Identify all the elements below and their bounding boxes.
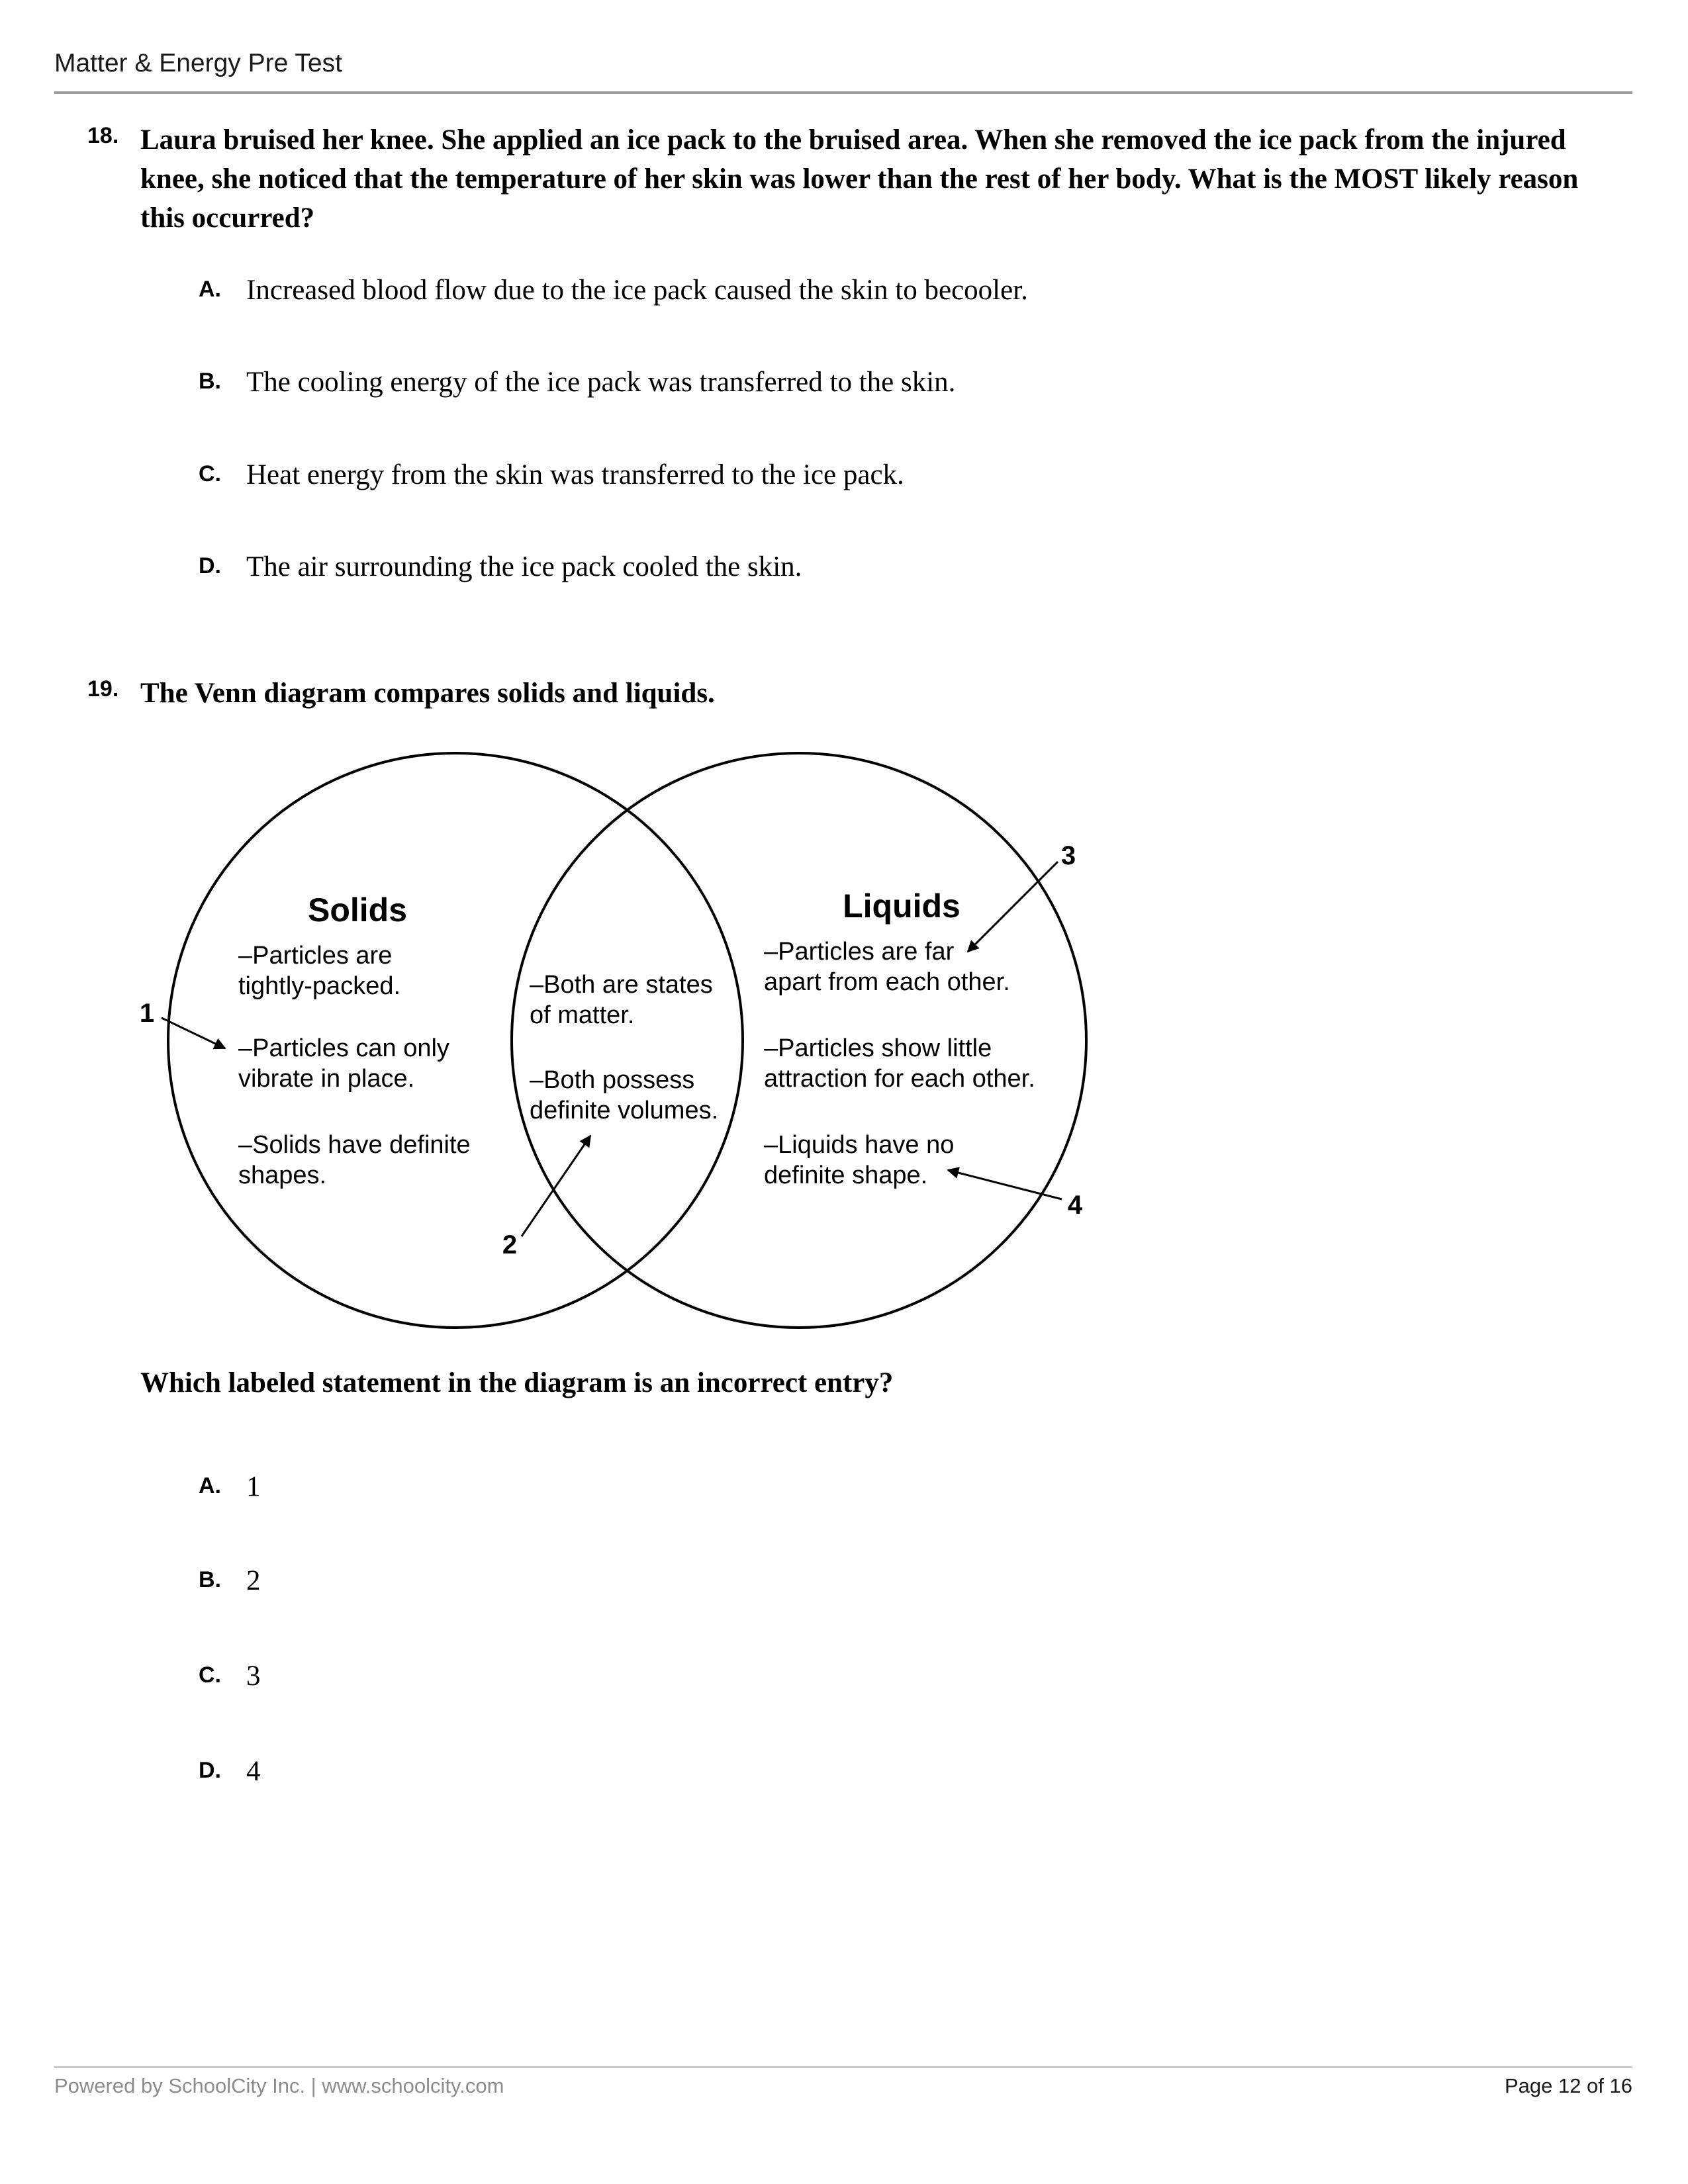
label-3: 3 xyxy=(1060,841,1076,870)
choice-letter: D. xyxy=(199,1758,221,1783)
choice-letter: B. xyxy=(199,1567,221,1592)
solids-line: –Solids have definite xyxy=(238,1131,471,1159)
choice-letter: B. xyxy=(199,369,221,394)
choice-text: Heat energy from the skin was transferred to the ice pack. xyxy=(246,459,904,490)
solids-title: Solids xyxy=(307,891,408,929)
choice-text: The air surrounding the ice pack cooled the skin. xyxy=(246,551,802,582)
liquids-line: attraction for each other. xyxy=(764,1065,1035,1093)
header-divider xyxy=(54,91,1632,94)
both-line: definite volumes. xyxy=(530,1097,719,1124)
page-header-title: Matter & Energy Pre Test xyxy=(54,49,342,77)
choice-text: 2 xyxy=(246,1565,261,1596)
footer-divider xyxy=(54,2066,1632,2068)
both-line: –Both possess xyxy=(530,1066,695,1094)
question-19-stem: The Venn diagram compares solids and liquids. xyxy=(140,678,715,709)
solids-line: –Particles are xyxy=(238,942,393,970)
choice-text: 1 xyxy=(246,1471,261,1502)
choice-letter: C. xyxy=(199,1662,221,1688)
choice-text: 4 xyxy=(246,1756,261,1787)
choice-letter: A. xyxy=(199,1473,221,1498)
liquids-line: –Particles show little xyxy=(764,1034,992,1062)
question-18-stem: Laura bruised her knee. She applied an ice pack to the bruised area. When she removed the ice pack from the injured knee, she noticed that the temperature of her skin was lower than the rest of her body. What is the MOST likely reason this occurred? xyxy=(140,124,1579,234)
liquids-title: Liquids xyxy=(843,887,961,925)
arrow-4 xyxy=(948,1170,1062,1199)
liquids-line: –Liquids have no xyxy=(764,1131,955,1159)
question-18-number: 18. xyxy=(87,123,119,148)
page-number: Page 12 of 16 xyxy=(1504,2074,1632,2097)
solids-line: tightly-packed. xyxy=(238,972,401,1000)
arrow-1 xyxy=(162,1018,225,1048)
question-19-prompt: Which labeled statement in the diagram is an incorrect entry? xyxy=(140,1367,894,1398)
both-line: –Both are states xyxy=(530,971,713,999)
choice-text: 3 xyxy=(246,1661,261,1692)
choice-letter: C. xyxy=(199,461,221,486)
liquids-line: definite shape. xyxy=(764,1161,928,1189)
choice-letter: A. xyxy=(199,277,221,302)
label-4: 4 xyxy=(1067,1191,1083,1220)
arrow-2 xyxy=(522,1136,590,1236)
solids-line: vibrate in place. xyxy=(238,1065,415,1093)
label-1: 1 xyxy=(139,999,155,1028)
liquids-line: apart from each other. xyxy=(764,968,1010,996)
both-line: of matter. xyxy=(530,1001,635,1029)
venn-circle-solids xyxy=(168,753,743,1328)
arrow-3 xyxy=(968,862,1058,952)
solids-line: shapes. xyxy=(238,1161,327,1189)
choice-letter: D. xyxy=(199,553,221,578)
liquids-line: –Particles are far xyxy=(764,938,955,966)
question-19-number: 19. xyxy=(87,676,119,702)
label-2: 2 xyxy=(502,1230,518,1259)
venn-circle-liquids xyxy=(512,753,1086,1328)
choice-text: The cooling energy of the ice pack was transferred to the skin. xyxy=(246,367,956,398)
solids-line: –Particles can only xyxy=(238,1034,449,1062)
footer-powered-by: Powered by SchoolCity Inc. | www.schoolcity.com xyxy=(54,2074,504,2097)
choice-text: Increased blood flow due to the ice pack caused the skin to becooler. xyxy=(246,275,1028,306)
